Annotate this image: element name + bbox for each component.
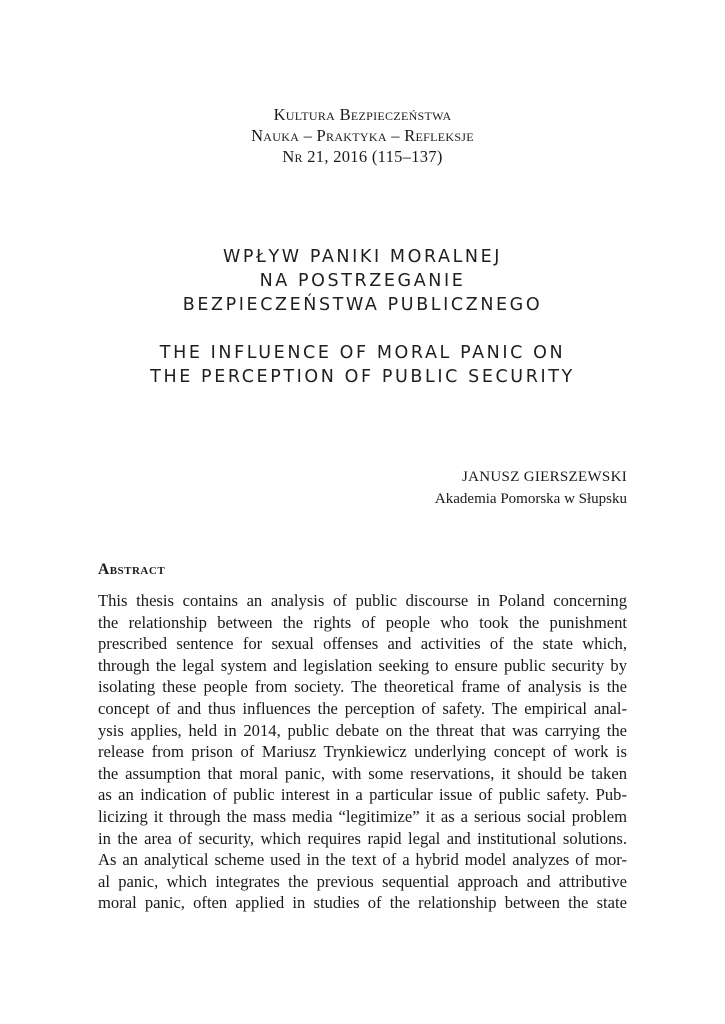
journal-issue: Nr 21, 2016 (115–137) <box>282 147 443 166</box>
title-polish <box>0 245 725 317</box>
title-polish-line: WPŁYW PANIKI MORALNEJ <box>222 247 503 267</box>
title-english-line: THE INFLUENCE OF MORAL PANIC ON <box>159 343 566 363</box>
abstract-line: moral panic, often applied in studies of the relationship between the state <box>98 893 627 913</box>
abstract-line: prescribed sentence for sexual offenses and activities of the state which, <box>98 634 627 654</box>
author-name: JANUSZ GIERSZEWSKI <box>462 469 627 485</box>
abstract-line: release from prison of Mariusz Trynkiewicz underlying concept of work is <box>98 742 627 762</box>
journal-name: Kultura Bezpieczeństwa <box>273 105 452 124</box>
abstract-heading: Abstract <box>98 561 166 578</box>
abstract-line: This thesis contains an analysis of public discourse in Poland concerning <box>98 591 627 610</box>
author-block <box>435 466 627 510</box>
abstract-line: the assumption that moral panic, with some reservations, it should be taken <box>98 763 627 783</box>
abstract-line: the relationship between the rights of people who took the punishment <box>98 612 627 632</box>
abstract-line: concept of and thus influences the perception of safety. The empirical anal- <box>98 698 627 718</box>
journal-subtitle: Nauka – Praktyka – Refleksje <box>251 126 474 145</box>
title-english-line: THE PERCEPTION OF PUBLIC SECURITY <box>150 367 575 387</box>
abstract-line: in the area of security, which requires rapid legal and institutional solutions. <box>98 828 627 848</box>
title-english <box>0 341 725 389</box>
title-polish-line: NA POSTRZEGANIE <box>259 271 466 291</box>
author-affiliation: Akademia Pomorska w Słupsku <box>434 491 627 507</box>
journal-header <box>0 104 725 167</box>
abstract-body <box>98 590 627 914</box>
abstract-line: isolating these people from society. The theoretical frame of analysis is the <box>98 677 627 697</box>
abstract-line: As an analytical scheme used in the text of a hybrid model analyzes of mor- <box>98 850 627 870</box>
abstract-line: as an indication of public interest in a particular issue of public safety. Pub- <box>98 785 627 805</box>
abstract-line: licizing it through the mass media “legitimize” it as a serious social problem <box>98 806 627 826</box>
abstract-line: through the legal system and legislation seeking to ensure public security by <box>98 655 627 675</box>
abstract-line: ysis applies, held in 2014, public debate on the threat that was carrying the <box>98 720 627 740</box>
abstract-line: al panic, which integrates the previous sequential approach and attributive <box>98 871 627 891</box>
title-polish-line: BEZPIECZEŃSTWA PUBLICZNEGO <box>182 295 543 315</box>
